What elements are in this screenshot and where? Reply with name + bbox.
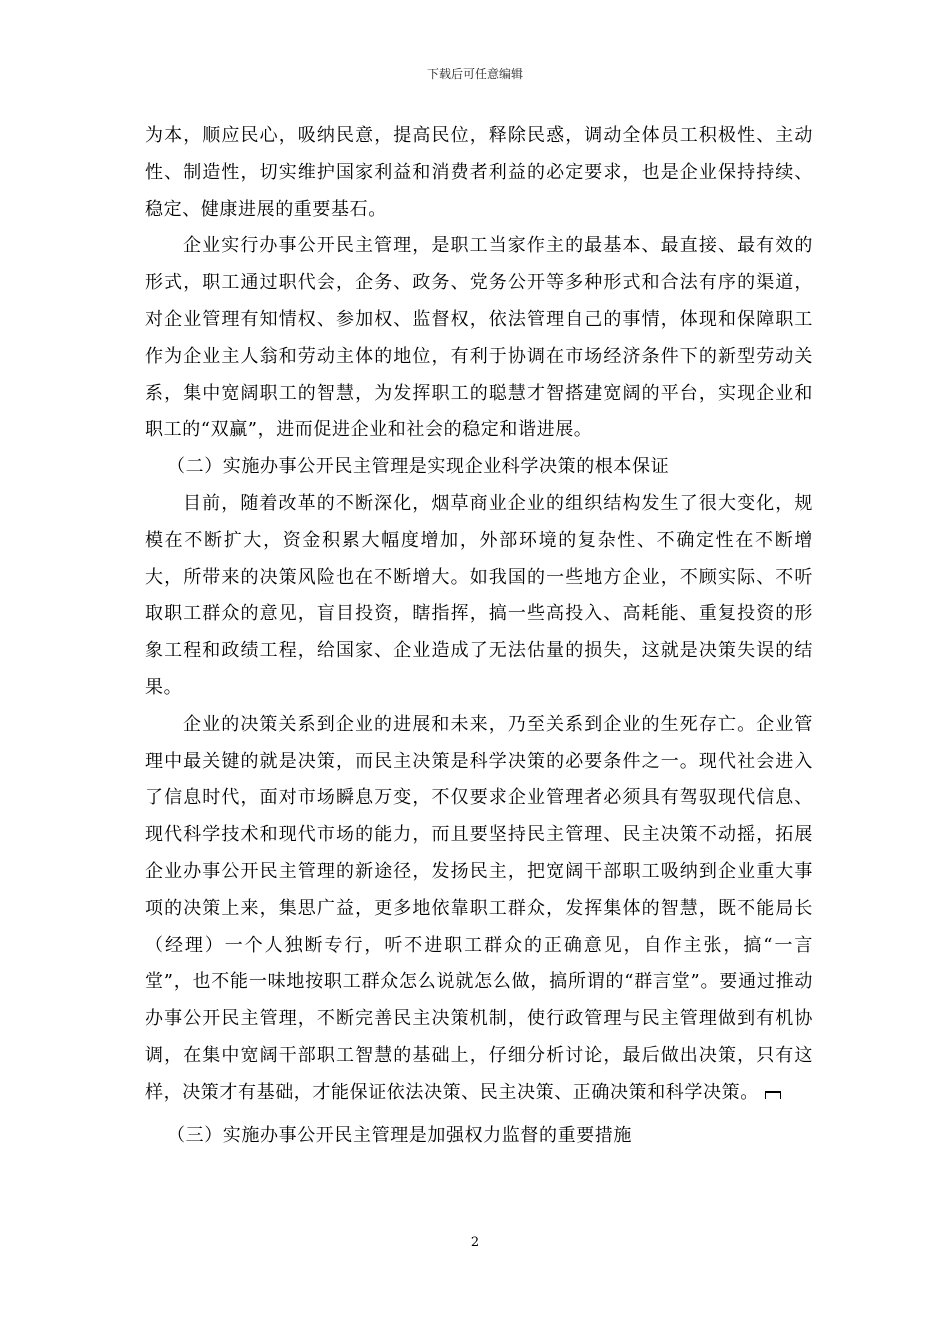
section-heading-3: （三）实施办事公开民主管理是加强权力监督的重要措施 — [167, 1124, 632, 1146]
section-heading-2: （二）实施办事公开民主管理是实现企业科学决策的根本保证 — [167, 456, 670, 478]
paragraph-decision-risk: 目前，随着改革的不断深化，烟草商业企业的组织结构发生了很大变化，规模在不断扩大，资金积累大幅度增加，外部环境的复杂性、不确定性在不断增大，所带来的决策风险也在不断增大。如我国的一些地方企业，不顾实际、不听取职工群众的意见，盲目投资，瞎指挥，搞一些高投入、高耗能、重复投资的形象工程和政绩工程，给国家、企业造成了无法估量的损失，这就是决策失误的结果。 — [145, 492, 813, 698]
paragraph-decision-making — [145, 707, 813, 1112]
page-header: 下载后可任意编辑 — [426, 67, 523, 81]
corner-mark-icon — [765, 1091, 781, 1099]
paragraph-continued: 为本，顺应民心，吸纳民意，提高民位，释除民惑，调动全体员工积极性、主动性、制造性，切实维护国家利益和消费者利益的必定要求，也是企业保持持续、稳定、健康进展的重要基石。 — [145, 125, 813, 220]
paragraph-decision-making-text: 企业的决策关系到企业的进展和未来，乃至关系到企业的生死存亡。企业管理中最关键的就是决策，而民主决策是科学决策的必要条件之一。现代社会进入了信息时代，面对市场瞬息万变，不仅要求企业管理者必须具有驾驭现代信息、现代科学技术和现代市场的能力，而且要坚持民主管理、民主决策不动摇，拓展企业办事公开民主管理的新途径，发扬民主，把宽阔干部职工吸纳到企业重大事项的决策上来，集思广益，更多地依靠职工群众，发挥集体的智慧，既不能局长（经理）一个人独断专行，听不进职工群众的正确意见，自作主张，搞“一言堂”，也不能一味地按职工群众怎么说就怎么做，搞所谓的“群言堂”。要通过推动办事公开民主管理，不断完善民主决策机制，使行政管理与民主管理做到有机协调，在集中宽阔干部职工智慧的基础上，仔细分析讨论，最后做出决策，只有这样，决策才有基础，才能保证依法决策、民主决策、正确决策和科学决策。 — [145, 713, 813, 1103]
page-number: 2 — [470, 1235, 480, 1250]
document-body — [145, 118, 813, 1154]
paragraph-democratic-management: 企业实行办事公开民主管理，是职工当家作主的最基本、最直接、最有效的形式，职工通过职代会，企务、政务、党务公开等多种形式和合法有序的渠道，对企业管理有知情权、参加权、监督权，依法管理自己的事情，体现和保障职工作为企业主人翁和劳动主体的地位，有利于协调在市场经济条件下的新型劳动关系，集中宽阔职工的智慧，为发挥职工的聪慧才智搭建宽阔的平台，实现企业和职工的“双赢”，进而促进企业和社会的稳定和谐进展。 — [145, 235, 813, 441]
